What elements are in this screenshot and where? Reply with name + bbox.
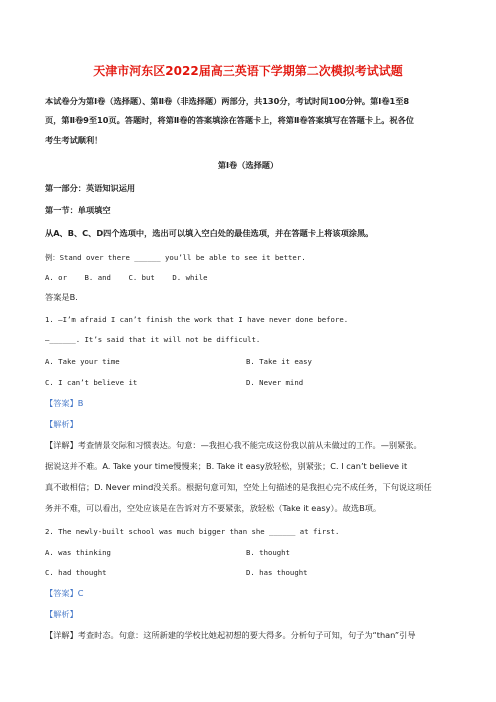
question-2-analysis-tag: 【解析】: [45, 609, 78, 619]
question-1-answer: 【答案】B: [45, 398, 84, 408]
question-1-option-b: B. Take it easy: [246, 357, 312, 366]
part-title: 第一部分：英语知识运用: [45, 183, 136, 193]
question-2-answer: 【答案】C: [45, 588, 84, 598]
question-2-option-c: C. had thought: [45, 568, 107, 577]
question-1-detail-line-3: 真不敢相信；D. Never mind没关系。根据句意可知，空处上句描述的是我担心完不成任务，下句说这项任: [45, 482, 432, 492]
question-2-line-1: 2. The newly-built school was much bigger than she ______ at first.: [45, 527, 340, 536]
sub-title: 第一节：单项填空: [45, 205, 111, 215]
intro-line-2: 页，第Ⅱ卷9至10页。答题时，将第Ⅱ卷的答案填涂在答题卡上，将第Ⅱ卷答案填写在答题卡上。祝各位: [45, 115, 414, 125]
section-title: 第Ⅰ卷（选择题）: [217, 160, 279, 170]
intro-line-1: 本试卷分为第Ⅰ卷（选择题）、第Ⅱ卷（非选择题）两部分，共130分，考试时间100分钟。第Ⅰ卷1至8: [45, 96, 410, 106]
question-1-line-1: 1. —I’m afraid I can’t finish the work that I have never done before.: [45, 315, 349, 324]
question-1-detail-line-2: 据说这并不难。A. Take your time慢慢来；B. Take it easy放轻松，别紧张；C. I can’t believe it: [45, 461, 408, 471]
question-2-option-d: D. has thought: [246, 568, 308, 577]
example-prompt: 例：Stand over there ______ you’ll be able to see it better.: [45, 253, 306, 262]
question-1-detail-line-1: 【详解】考查情景交际和习惯表达。句意：—我担心我不能完成这份我以前从未做过的工作。—别紧张。: [45, 440, 422, 450]
question-1-analysis-tag: 【解析】: [45, 419, 78, 429]
question-1-option-d: D. Never mind: [246, 378, 304, 387]
question-1-detail-line-4: 务并不难，可以看出，空处应该是在告诉对方不要紧张，放轻松（Take it easy）。故选B项。: [45, 503, 382, 513]
question-2-option-b: B. thought: [246, 548, 290, 557]
question-1-option-c: C. I can’t believe it: [45, 378, 138, 387]
instruction-text: 从A、B、C、D四个选项中，选出可以填入空白处的最佳选项，并在答题卡上将该项涂黑。: [45, 228, 374, 238]
question-1-option-a: A. Take your time: [45, 357, 120, 366]
document-title: 天津市河东区2022届高三英语下学期第二次模拟考试试题: [93, 64, 403, 78]
question-1-line-2: —______. It’s said that it will not be difficult.: [45, 335, 261, 344]
example-options: A. or B. and C. but D. while: [45, 273, 208, 282]
question-2-option-a: A. was thinking: [45, 548, 111, 557]
example-answer: 答案是B.: [45, 292, 78, 302]
intro-line-3: 考生考试顺利！: [45, 135, 103, 145]
question-2-detail-line-1: 【详解】考查时态。句意：这所新建的学校比她起初想的要大得多。分析句子可知，句子为“than”引导: [45, 630, 416, 640]
